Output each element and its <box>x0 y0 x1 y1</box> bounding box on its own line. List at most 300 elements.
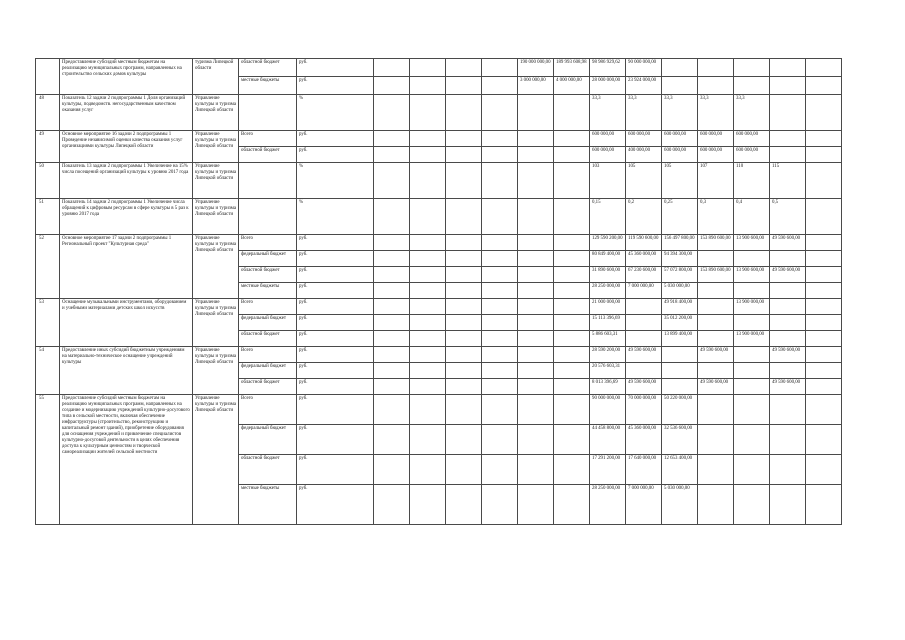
value-cell <box>698 283 734 299</box>
value-cell <box>446 95 482 131</box>
value-cell: 67 230 600,00 <box>626 267 662 283</box>
value-cell <box>662 77 698 95</box>
value-cell <box>554 131 590 147</box>
value-cell <box>626 331 662 347</box>
value-cell <box>374 425 410 455</box>
row-number: 54 <box>36 347 60 395</box>
value-cell: 98 986 929,62 <box>590 59 626 77</box>
value-cell <box>374 77 410 95</box>
value-cell <box>482 363 518 379</box>
value-cell: 49 590 600,00 <box>698 379 734 395</box>
value-cell <box>770 455 806 485</box>
unit: % <box>297 163 374 199</box>
value-cell <box>554 95 590 131</box>
measure-name: Основное мероприятие 16 задачи 2 подпрограммы 1 Проведение независимой оценки качества оказания услуг организациями культуры Липецкой области <box>60 131 193 163</box>
value-cell <box>482 95 518 131</box>
executor: Управление культуры и туризма Липецкой области <box>193 235 239 299</box>
value-cell: 600 000,00 <box>590 131 626 147</box>
value-cell <box>734 379 770 395</box>
value-cell <box>734 347 770 363</box>
value-cell <box>518 455 554 485</box>
value-cell: 119 590 600,00 <box>626 235 662 251</box>
value-cell: 110 <box>734 163 770 199</box>
unit: руб. <box>297 455 374 485</box>
value-cell <box>770 283 806 299</box>
unit: руб. <box>297 147 374 163</box>
value-cell <box>446 315 482 331</box>
value-cell <box>698 59 734 77</box>
value-cell: 0,15 <box>590 199 626 235</box>
value-cell: 4 000 000,00 <box>554 77 590 95</box>
value-cell <box>374 147 410 163</box>
value-cell <box>374 283 410 299</box>
value-cell: 600 000,00 <box>590 147 626 163</box>
value-cell <box>734 363 770 379</box>
value-cell <box>518 379 554 395</box>
value-cell: 49 590 600,00 <box>770 347 806 363</box>
value-cell <box>482 131 518 147</box>
value-cell: 115 <box>770 163 806 199</box>
value-cell <box>446 267 482 283</box>
value-cell <box>446 379 482 395</box>
value-cell: 129 590 200,00 <box>590 235 626 251</box>
row-number: 55 <box>36 395 60 525</box>
value-cell <box>806 425 842 455</box>
value-cell <box>806 485 842 525</box>
value-cell: 33,3 <box>662 95 698 131</box>
value-cell <box>410 485 446 525</box>
value-cell <box>770 299 806 315</box>
value-cell: 15 113 396,69 <box>590 315 626 331</box>
value-cell: 49 590 600,00 <box>626 347 662 363</box>
value-cell <box>374 315 410 331</box>
measure-name: Показатель 13 задачи 2 подпрограммы 1 Увеличение на 15% числа посещений организаций культуры к уровню 2017 года <box>60 163 193 199</box>
value-cell <box>554 299 590 315</box>
value-cell <box>734 251 770 267</box>
value-cell <box>374 199 410 235</box>
value-cell <box>770 147 806 163</box>
value-cell <box>554 235 590 251</box>
value-cell <box>446 131 482 147</box>
value-cell: 23 924 000,00 <box>626 77 662 95</box>
value-cell <box>698 395 734 425</box>
value-cell <box>626 363 662 379</box>
value-cell: 28 590 200,00 <box>590 347 626 363</box>
value-cell <box>806 455 842 485</box>
value-cell <box>698 251 734 267</box>
value-cell <box>518 425 554 455</box>
funding-source: местные бюджеты <box>239 485 297 525</box>
unit: руб. <box>297 77 374 95</box>
executor: Управление культуры и туризма Липецкой области <box>193 299 239 347</box>
value-cell <box>446 235 482 251</box>
value-cell <box>554 379 590 395</box>
value-cell <box>446 283 482 299</box>
value-cell <box>734 315 770 331</box>
unit: руб. <box>297 395 374 425</box>
funding-source: местные бюджеты <box>239 283 297 299</box>
measure-name: Предоставление субсидий местным бюджетам на реализацию муниципальных программ, направленных на строительство сельских домов культуры <box>60 59 193 95</box>
value-cell: 49 590 600,00 <box>770 379 806 395</box>
value-cell: 8 013 396,69 <box>590 379 626 395</box>
value-cell <box>446 455 482 485</box>
value-cell: 45 360 000,00 <box>626 251 662 267</box>
row-number: 50 <box>36 163 60 199</box>
value-cell <box>806 77 842 95</box>
value-cell: 13 900 000,00 <box>734 299 770 315</box>
funding-source: областной бюджет <box>239 59 297 77</box>
value-cell <box>482 425 518 455</box>
value-cell <box>518 267 554 283</box>
value-cell <box>770 425 806 455</box>
value-cell <box>734 455 770 485</box>
value-cell <box>518 235 554 251</box>
budget-table <box>35 58 842 525</box>
row-number <box>36 59 60 95</box>
value-cell <box>374 163 410 199</box>
value-cell: 13 900 600,00 <box>734 267 770 283</box>
value-cell: 35 012 200,00 <box>662 315 698 331</box>
value-cell: 80 849 400,00 <box>590 251 626 267</box>
value-cell <box>734 485 770 525</box>
value-cell <box>410 379 446 395</box>
unit: руб. <box>297 331 374 347</box>
value-cell: 190 000 000,00 <box>518 59 554 77</box>
value-cell <box>410 59 446 77</box>
value-cell <box>806 395 842 425</box>
value-cell: 0,4 <box>734 199 770 235</box>
value-cell: 49 590 600,00 <box>770 267 806 283</box>
value-cell <box>734 395 770 425</box>
unit: % <box>297 95 374 131</box>
value-cell <box>482 147 518 163</box>
funding-source: Всего <box>239 131 297 147</box>
value-cell <box>374 267 410 283</box>
value-cell <box>734 77 770 95</box>
value-cell <box>410 455 446 485</box>
value-cell <box>662 379 698 395</box>
row-number: 51 <box>36 199 60 235</box>
value-cell: 0,25 <box>662 199 698 235</box>
funding-source: областной бюджет <box>239 331 297 347</box>
value-cell <box>482 199 518 235</box>
value-cell: 17 640 000,00 <box>626 455 662 485</box>
value-cell <box>374 251 410 267</box>
value-cell <box>626 299 662 315</box>
value-cell: 94 394 300,00 <box>662 251 698 267</box>
unit: руб. <box>297 235 374 251</box>
value-cell: 153 890 600,00 <box>698 267 734 283</box>
table-row <box>36 199 842 235</box>
value-cell: 107 <box>698 163 734 199</box>
value-cell: 90 000 000,00 <box>590 395 626 425</box>
funding-source: Всего <box>239 347 297 363</box>
value-cell: 105 <box>626 163 662 199</box>
value-cell: 103 <box>590 163 626 199</box>
value-cell <box>446 147 482 163</box>
value-cell <box>374 131 410 147</box>
value-cell <box>734 283 770 299</box>
value-cell: 21 000 000,00 <box>590 299 626 315</box>
value-cell: 33,3 <box>698 95 734 131</box>
value-cell <box>554 199 590 235</box>
value-cell <box>806 251 842 267</box>
measure-name: Оснащение музыкальными инструментами, оборудованием и учебными материалами детских школ искусств <box>60 299 193 347</box>
value-cell: 17 291 200,00 <box>590 455 626 485</box>
executor: Управление культуры и туризма Липецкой области <box>193 199 239 235</box>
value-cell: 20 576 603,31 <box>590 363 626 379</box>
value-cell <box>518 199 554 235</box>
value-cell <box>482 331 518 347</box>
funding-source: Всего <box>239 395 297 425</box>
value-cell: 49 918 400,00 <box>662 299 698 315</box>
value-cell: 13 900 000,00 <box>734 331 770 347</box>
value-cell <box>410 395 446 425</box>
value-cell <box>410 347 446 363</box>
value-cell <box>410 163 446 199</box>
value-cell <box>806 199 842 235</box>
value-cell <box>374 331 410 347</box>
value-cell <box>482 485 518 525</box>
value-cell: 400 000,00 <box>626 147 662 163</box>
value-cell <box>374 347 410 363</box>
unit: руб. <box>297 299 374 315</box>
value-cell <box>806 59 842 77</box>
value-cell <box>518 283 554 299</box>
unit: руб. <box>297 347 374 363</box>
funding-source: областной бюджет <box>239 455 297 485</box>
value-cell <box>410 283 446 299</box>
value-cell: 600 000,00 <box>734 131 770 147</box>
value-cell <box>446 425 482 455</box>
value-cell <box>698 455 734 485</box>
value-cell <box>554 347 590 363</box>
unit: руб. <box>297 283 374 299</box>
value-cell: 49 590 600,00 <box>770 235 806 251</box>
executor: Управление культуры и туризма Липецкой области <box>193 395 239 525</box>
value-cell <box>482 395 518 425</box>
value-cell <box>698 331 734 347</box>
value-cell: 32 536 600,00 <box>662 425 698 455</box>
value-cell <box>482 455 518 485</box>
value-cell: 33,3 <box>734 95 770 131</box>
unit: руб. <box>297 59 374 77</box>
value-cell: 12 653 400,00 <box>662 455 698 485</box>
value-cell: 0,3 <box>698 199 734 235</box>
funding-source: Всего <box>239 235 297 251</box>
value-cell <box>446 59 482 77</box>
measure-name: Основное мероприятие 17 задачи 2 подпрограммы 1 Региональный проект "Культурная среда" <box>60 235 193 299</box>
value-cell <box>662 59 698 77</box>
value-cell <box>482 315 518 331</box>
value-cell: 45 360 000,00 <box>626 425 662 455</box>
value-cell <box>626 315 662 331</box>
value-cell <box>806 379 842 395</box>
value-cell <box>446 363 482 379</box>
value-cell <box>374 455 410 485</box>
value-cell: 600 000,00 <box>662 131 698 147</box>
value-cell <box>698 299 734 315</box>
value-cell <box>482 379 518 395</box>
value-cell <box>410 95 446 131</box>
value-cell: 156 497 800,00 <box>662 235 698 251</box>
value-cell <box>410 363 446 379</box>
value-cell <box>806 315 842 331</box>
value-cell <box>770 59 806 77</box>
value-cell: 7 000 000,00 <box>626 485 662 525</box>
value-cell <box>518 163 554 199</box>
budget-table-page <box>35 58 842 525</box>
value-cell <box>446 299 482 315</box>
value-cell <box>662 363 698 379</box>
value-cell <box>446 163 482 199</box>
unit: руб. <box>297 267 374 283</box>
value-cell <box>770 77 806 95</box>
value-cell <box>410 267 446 283</box>
value-cell: 189 993 608,98 <box>554 59 590 77</box>
table-row <box>36 95 842 131</box>
value-cell <box>518 331 554 347</box>
value-cell <box>554 267 590 283</box>
value-cell: 50 220 000,00 <box>662 395 698 425</box>
value-cell <box>410 251 446 267</box>
unit: руб. <box>297 363 374 379</box>
value-cell <box>806 95 842 131</box>
unit: руб. <box>297 425 374 455</box>
value-cell: 5 886 603,31 <box>590 331 626 347</box>
value-cell <box>770 95 806 131</box>
measure-name: Предоставление субсидий местным бюджетам на реализацию муниципальных программ, направленных на создание и модернизацию учреждений культурно-досугового типа в сельской местности, включая обеспечение инфраструктуры (строительство, реконструкцию и капитальный ремонт зданий), приобретение оборудования для оснащения учреждений и привлечение специалистов культурно-досуговой деятельности в целях обеспечения доступа к культурным ценностям и творческой самореализации жителей сельской местности <box>60 395 193 525</box>
value-cell <box>698 315 734 331</box>
funding-source <box>239 95 297 131</box>
value-cell <box>410 331 446 347</box>
value-cell: 153 890 600,00 <box>698 235 734 251</box>
funding-source: областной бюджет <box>239 267 297 283</box>
value-cell: 3 000 000,00 <box>518 77 554 95</box>
value-cell <box>698 485 734 525</box>
value-cell <box>806 235 842 251</box>
value-cell <box>806 347 842 363</box>
value-cell <box>554 251 590 267</box>
value-cell <box>770 131 806 147</box>
table-row <box>36 59 842 77</box>
value-cell: 49 590 600,00 <box>626 379 662 395</box>
value-cell <box>482 347 518 363</box>
value-cell <box>446 395 482 425</box>
value-cell <box>770 395 806 425</box>
value-cell <box>518 131 554 147</box>
value-cell <box>446 251 482 267</box>
value-cell <box>554 455 590 485</box>
value-cell <box>518 363 554 379</box>
value-cell <box>734 425 770 455</box>
value-cell <box>446 199 482 235</box>
value-cell <box>770 485 806 525</box>
unit: руб. <box>297 485 374 525</box>
unit: руб. <box>297 315 374 331</box>
value-cell <box>410 299 446 315</box>
value-cell <box>554 363 590 379</box>
value-cell <box>374 235 410 251</box>
executor: туризма Липецкой области <box>193 59 239 95</box>
value-cell <box>734 59 770 77</box>
value-cell <box>410 199 446 235</box>
value-cell <box>662 347 698 363</box>
table-row <box>36 395 842 425</box>
value-cell <box>518 251 554 267</box>
value-cell <box>374 299 410 315</box>
unit: руб. <box>297 379 374 395</box>
funding-source: федеральный бюджет <box>239 315 297 331</box>
executor: Управление культуры и туризма Липецкой области <box>193 95 239 131</box>
funding-source: федеральный бюджет <box>239 425 297 455</box>
value-cell: 49 590 600,00 <box>698 347 734 363</box>
table-row <box>36 235 842 251</box>
value-cell <box>806 267 842 283</box>
value-cell <box>518 95 554 131</box>
value-cell <box>410 425 446 455</box>
row-number: 53 <box>36 299 60 347</box>
table-row <box>36 347 842 363</box>
value-cell <box>410 315 446 331</box>
value-cell <box>806 131 842 147</box>
value-cell <box>770 363 806 379</box>
value-cell <box>446 77 482 95</box>
value-cell: 105 <box>662 163 698 199</box>
value-cell <box>518 485 554 525</box>
value-cell <box>446 347 482 363</box>
value-cell <box>554 425 590 455</box>
value-cell: 57 072 800,00 <box>662 267 698 283</box>
value-cell <box>554 283 590 299</box>
value-cell <box>482 163 518 199</box>
value-cell: 600 000,00 <box>626 131 662 147</box>
funding-source: областной бюджет <box>239 379 297 395</box>
value-cell <box>554 163 590 199</box>
measure-name: Предоставление иных субсидий бюджетным учреждениям на материально-техническое оснащение учреждений культуры <box>60 347 193 395</box>
funding-source: федеральный бюджет <box>239 251 297 267</box>
row-number: 49 <box>36 131 60 163</box>
row-number: 48 <box>36 95 60 131</box>
value-cell: 600 000,00 <box>698 131 734 147</box>
executor: Управление культуры и туризма Липецкой области <box>193 163 239 199</box>
value-cell <box>770 331 806 347</box>
value-cell <box>770 315 806 331</box>
value-cell <box>446 485 482 525</box>
funding-source <box>239 199 297 235</box>
value-cell <box>698 77 734 95</box>
value-cell <box>698 363 734 379</box>
value-cell <box>518 147 554 163</box>
value-cell <box>374 485 410 525</box>
row-number: 52 <box>36 235 60 299</box>
value-cell <box>410 235 446 251</box>
measure-name: Показатель 12 задачи 2 подпрограммы 1 Доля организаций культуры, подведомств. негосударственным качеством оказания услуг <box>60 95 193 131</box>
unit: % <box>297 199 374 235</box>
executor: Управление культуры и туризма Липецкой области <box>193 347 239 395</box>
value-cell <box>374 379 410 395</box>
value-cell: 90 000 000,00 <box>626 59 662 77</box>
funding-source: федеральный бюджет <box>239 363 297 379</box>
value-cell <box>806 299 842 315</box>
value-cell <box>410 147 446 163</box>
value-cell <box>554 315 590 331</box>
value-cell <box>482 59 518 77</box>
value-cell <box>374 363 410 379</box>
value-cell <box>770 251 806 267</box>
value-cell <box>806 363 842 379</box>
unit: руб. <box>297 131 374 147</box>
